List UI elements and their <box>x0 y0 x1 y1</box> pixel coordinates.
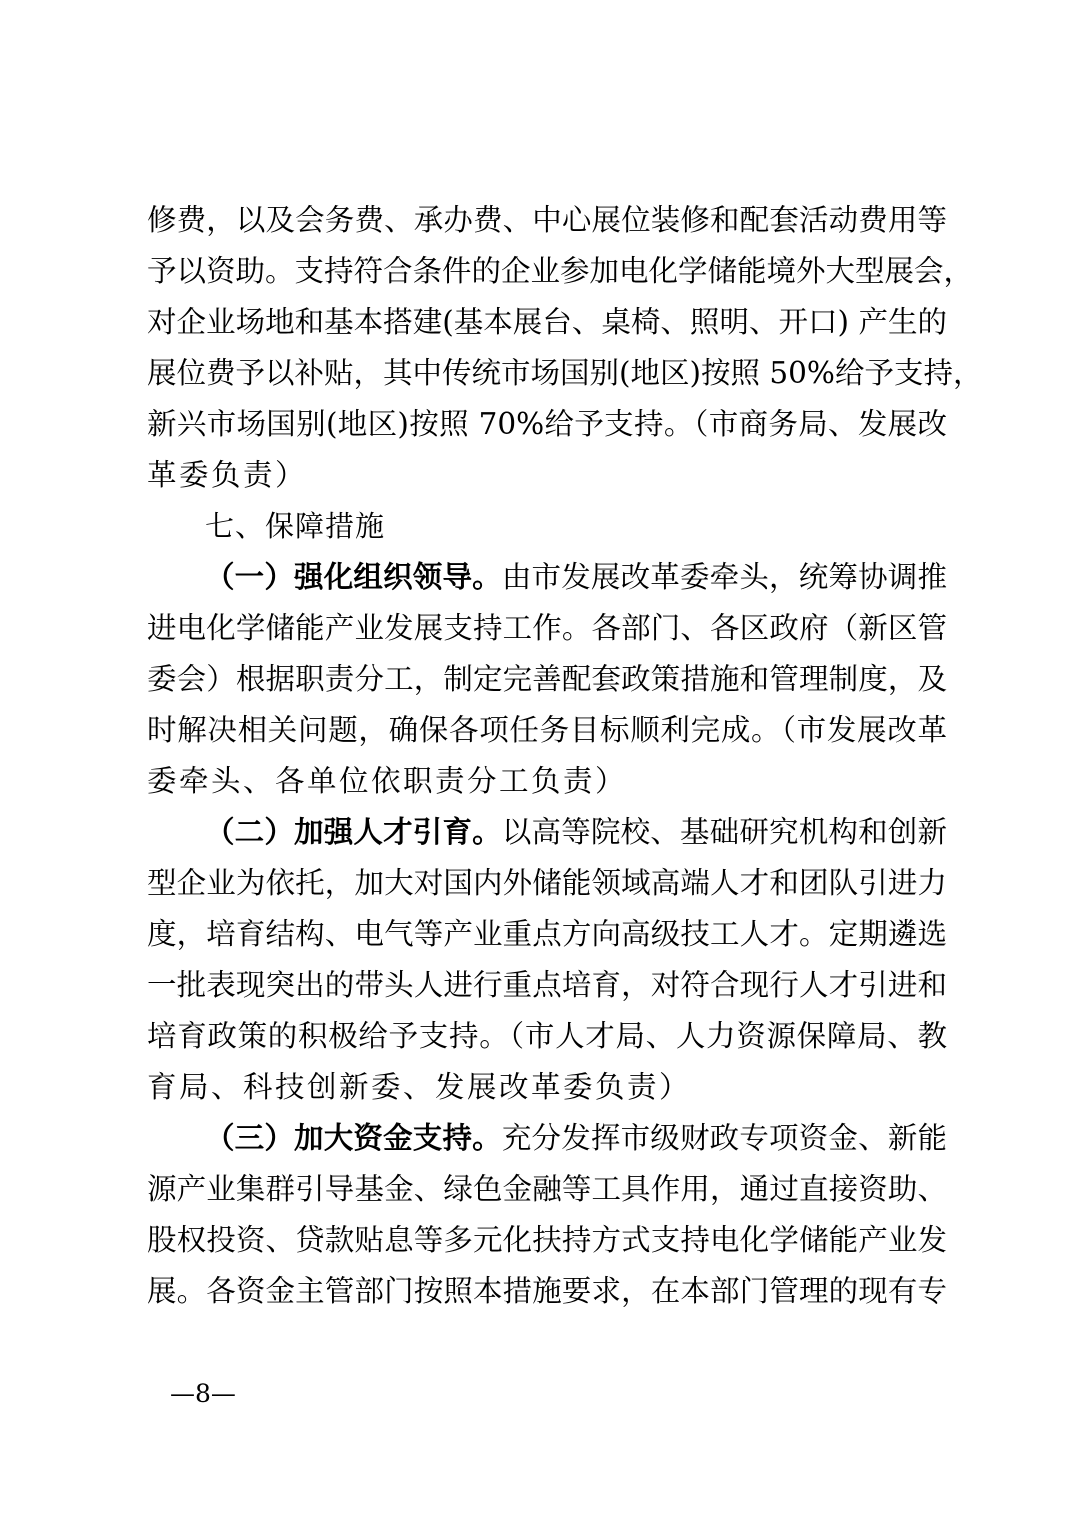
paragraph-line: 予以资助。支持符合条件的企业参加电化学储能境外大型展会， <box>147 254 974 288</box>
paragraph-line: 对企业场地和基本搭建(基本展台、桌椅、照明、开口) 产生的 <box>147 305 947 339</box>
paragraph-line: 培育政策的积极给予支持。（市人才局、人力资源保障局、教 <box>147 1019 947 1053</box>
subsection-text: 以高等院校、基础研究机构和创新 <box>501 815 947 849</box>
subsection-text: 由市发展改革委牵头，统筹协调推 <box>501 560 947 594</box>
subsection-title: （三）加大资金支持。 <box>205 1120 502 1155</box>
paragraph-line: 度，培育结构、电气等产业重点方向高级技工人才。定期遴选 <box>147 917 947 951</box>
paragraph-line: 时解决相关问题，确保各项任务目标顺利完成。（市发展改革 <box>147 713 947 747</box>
subsection-first-line <box>205 806 947 858</box>
paragraph-line: 一批表现突出的带头人进行重点培育，对符合现行人才引进和 <box>147 968 947 1002</box>
paragraph-line: 型企业为依托，加大对国内外储能领域高端人才和团队引进力 <box>147 866 947 900</box>
paragraph-line: 育局、科技创新委、发展改革委负责） <box>147 1070 692 1104</box>
paragraph-line: 委会）根据职责分工，制定完善配套政策措施和管理制度，及 <box>147 662 947 696</box>
section-heading: 七、保障措施 <box>205 509 386 543</box>
paragraph-line: 革委负责） <box>147 458 308 492</box>
paragraph-line: 股权投资、贷款贴息等多元化扶持方式支持电化学储能产业发 <box>147 1223 947 1257</box>
paragraph-line: 源产业集群引导基金、绿色金融等工具作用，通过直接资助、 <box>147 1172 947 1206</box>
paragraph-line: 展。各资金主管部门按照本措施要求，在本部门管理的现有专 <box>147 1274 947 1308</box>
page-number: —8— <box>170 1379 236 1408</box>
subsection-title: （一）强化组织领导。 <box>205 559 502 594</box>
paragraph-line: 展位费予以补贴，其中传统市场国别(地区)按照 50%给予支持， <box>147 356 983 390</box>
paragraph-line: 委牵头、各单位依职责分工负责） <box>147 764 628 798</box>
subsection-title: （二）加强人才引育。 <box>205 814 502 849</box>
paragraph-line: 修费，以及会务费、承办费、中心展位装修和配套活动费用等 <box>147 203 947 237</box>
paragraph-line: 进电化学储能产业发展支持工作。各部门、各区政府（新区管 <box>147 611 947 645</box>
subsection-first-line <box>205 1112 947 1164</box>
subsection-first-line <box>205 551 947 603</box>
paragraph-line: 新兴市场国别(地区)按照 70%给予支持。（市商务局、发展改 <box>147 407 947 441</box>
subsection-text: 充分发挥市级财政专项资金、新能 <box>501 1121 947 1155</box>
